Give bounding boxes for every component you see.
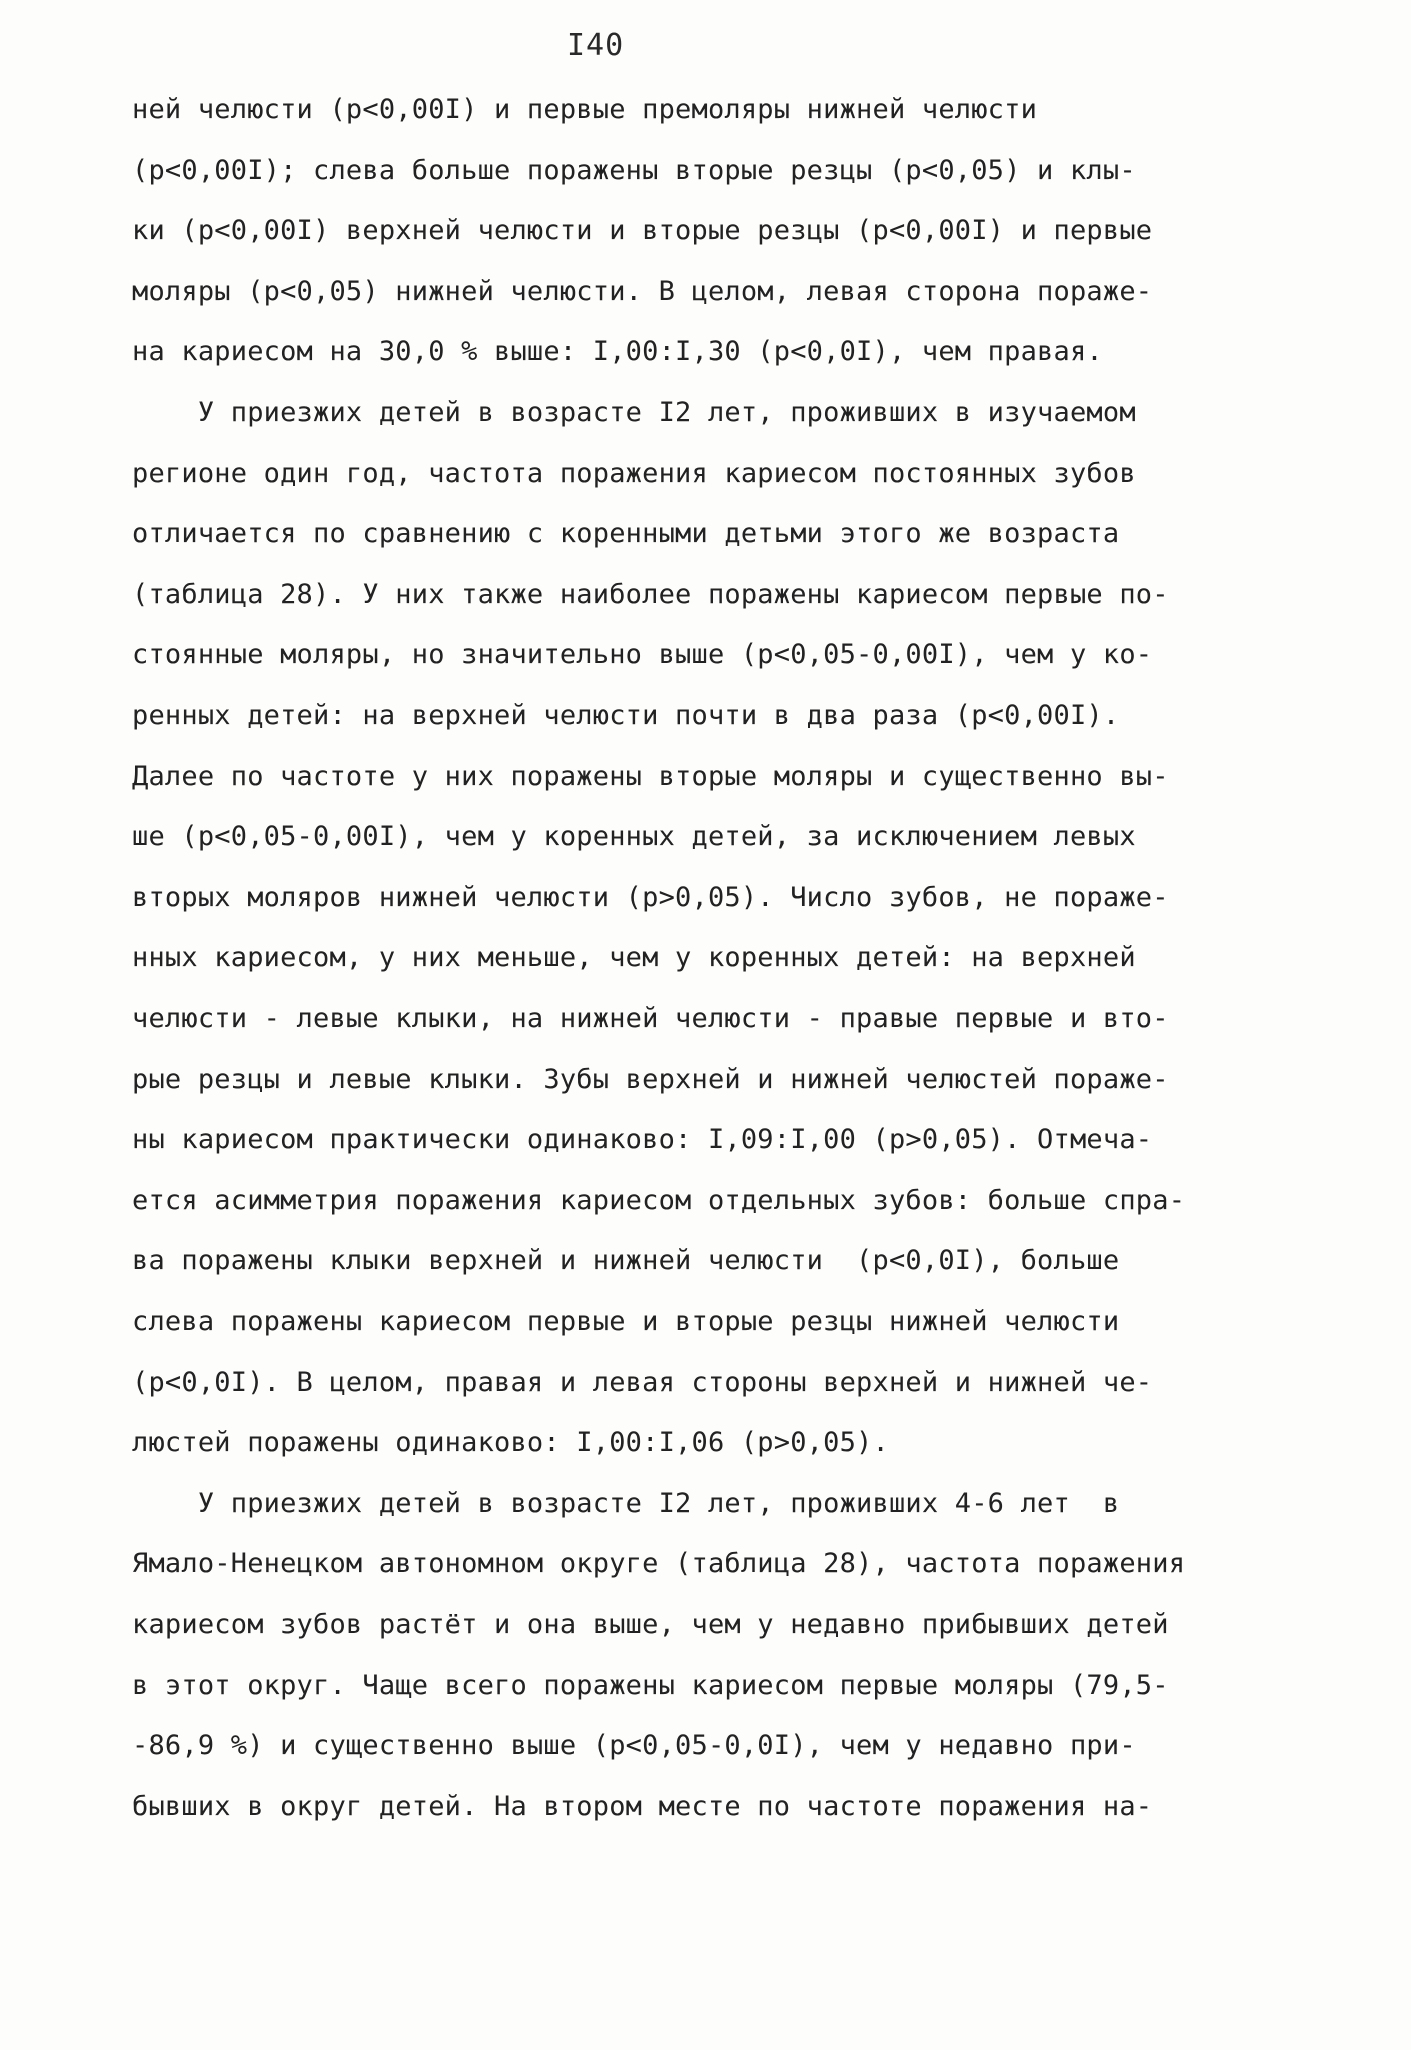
- text-line: нных кариесом, у них меньше, чем у коренных детей: на верхней: [132, 942, 1136, 974]
- text-line: моляры (p<0,05) нижней челюсти. В целом, левая сторона пораже-: [132, 275, 1153, 307]
- text-line: стоянные моляры, но значительно выше (p<0,05-0,00I), чем у ко-: [132, 639, 1153, 671]
- text-line: (p<0,00I); слева больше поражены вторые резцы (p<0,05) и клы-: [132, 154, 1136, 186]
- text-line: слева поражены кариесом первые и вторые резцы нижней челюсти: [132, 1306, 1120, 1337]
- text-line: ва поражены клыки верхней и нижней челюсти (p<0,0I), больше: [132, 1245, 1120, 1277]
- text-line: отличается по сравнению с коренными детьми этого же возраста: [132, 518, 1120, 550]
- text-line: (таблица 28). У них также наиболее поражены кариесом первые по-: [132, 578, 1169, 610]
- text-line: регионе один год, частота поражения кариесом постоянных зубов: [132, 457, 1136, 489]
- text-line: бывших в округ детей. На втором месте по частоте поражения на-: [132, 1790, 1153, 1822]
- text-line: Ямало-Ненецком автономном округе (таблица 28), частота поражения: [132, 1548, 1186, 1580]
- text-line: рые резцы и левые клыки. Зубы верхней и нижней челюстей пораже-: [132, 1063, 1169, 1095]
- page-number: I40: [567, 28, 625, 63]
- text-line: ется асимметрия поражения кариесом отдельных зубов: больше спра-: [132, 1184, 1186, 1216]
- text-line: кариесом зубов растёт и она выше, чем у недавно прибывших детей: [132, 1609, 1169, 1640]
- text-line: ки (p<0,00I) верхней челюсти и вторые резцы (p<0,00I) и первые: [132, 215, 1153, 247]
- text-line: ней челюсти (p<0,00I) и первые премоляры нижней челюсти: [132, 94, 1038, 125]
- text-line: ны кариесом практически одинаково: I,09:I,00 (p>0,05). Отмеча-: [132, 1124, 1153, 1156]
- text-line: -86,9 %) и существенно выше (p<0,05-0,0I), чем у недавно при-: [132, 1730, 1136, 1762]
- text-line: (p<0,0I). В целом, правая и левая стороны верхней и нижней че-: [132, 1366, 1153, 1398]
- text-line: Далее по частоте у них поражены вторые моляры и существенно вы-: [132, 760, 1169, 792]
- text-line: люстей поражены одинаково: I,00:I,06 (p>0,05).: [132, 1427, 889, 1459]
- text-line: ренных детей: на верхней челюсти почти в два раза (p<0,00I).: [132, 700, 1120, 731]
- text-line: челюсти - левые клыки, на нижней челюсти - правые первые и вто-: [132, 1003, 1169, 1034]
- text-line: в этот округ. Чаще всего поражены кариесом первые моляры (79,5-: [132, 1669, 1169, 1701]
- text-line: ше (p<0,05-0,00I), чем у коренных детей, за исключением левых: [132, 821, 1136, 853]
- text-line: У приезжих детей в возрасте I2 лет, проживших 4-6 лет в: [132, 1487, 1120, 1519]
- text-line: вторых моляров нижней челюсти (p>0,05). Число зубов, не пораже-: [132, 881, 1169, 913]
- text-line: У приезжих детей в возрасте I2 лет, проживших в изучаемом: [132, 397, 1136, 428]
- text-line: на кариесом на 30,0 % выше: I,00:I,30 (p<0,0I), чем правая.: [132, 336, 1103, 368]
